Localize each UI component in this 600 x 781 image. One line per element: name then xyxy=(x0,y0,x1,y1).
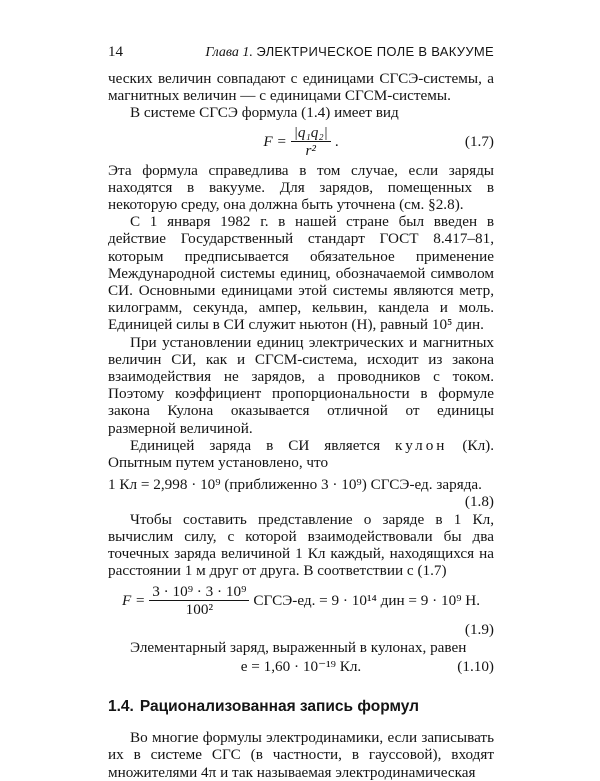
paragraph: Элементарный заряд, выраженный в кулонах, равен xyxy=(130,638,467,656)
equation-tail: . xyxy=(334,133,339,150)
running-header xyxy=(108,44,494,66)
fraction-numerator: 3 · 10⁹ · 3 · 10⁹ xyxy=(149,583,249,601)
fraction-denominator: 100² xyxy=(185,600,213,618)
equation-number: (1.9) xyxy=(464,621,494,639)
chapter-heading xyxy=(205,44,494,61)
equation-lhs: F = xyxy=(263,133,287,150)
page-number: 14 xyxy=(108,44,123,60)
text-run: (Кл). Опытным путем установлено, что xyxy=(108,436,494,472)
paragraph: В системе СГСЭ формула (1.4) имеет вид xyxy=(130,104,399,122)
equation-number: (1.7) xyxy=(464,133,494,150)
equation-1-7 xyxy=(108,122,494,162)
section-heading xyxy=(108,698,494,715)
paragraph xyxy=(108,437,494,471)
equation-body: e = 1,60 · 10⁻¹⁹ Кл. xyxy=(240,658,362,676)
chapter-title: ЭЛЕКТРИЧЕСКОЕ ПОЛЕ В ВАКУУМЕ xyxy=(256,44,494,59)
paragraph: Чтобы составить представление о заряде в 1 Кл, вычислим силу, с которой взаимодействовали бы два точечных заряда величиной 1 Кл каждый, находящихся на расстоянии 1 м друг от друга. В соответствии с (1.7) xyxy=(108,510,494,580)
chapter-label: Глава 1. xyxy=(205,45,253,60)
paragraph: Эта формула справедлива в том случае, если заряды находятся в вакууме. Для зарядов, помещенных в некоторую среду, она должна быть уточнена (см. §2.8). xyxy=(108,161,494,214)
page-body xyxy=(108,70,494,781)
paragraph: Во многие формулы электродинамики, если записывать их в системе СГС (в частности, в гауссовой), входят множителями 4π и так называемая электродинамическая xyxy=(108,729,494,781)
text-run: Единицей заряда в СИ является xyxy=(130,436,381,454)
fraction xyxy=(291,124,331,159)
fraction xyxy=(149,583,249,618)
fraction-denominator: r² xyxy=(305,142,316,160)
equation-lhs: F = xyxy=(121,591,146,609)
equation-body: 1 Кл = 2,998 · 10⁹ (приближенно 3 · 10⁹) СГСЭ-ед. заряда. xyxy=(108,476,482,494)
paragraph: ческих величин совпадают с единицами СГСЭ-системы, а магнитных величин — с единицами СГСМ-системы. xyxy=(108,70,494,105)
section-number: 1.4. xyxy=(108,697,134,715)
section-title: Рационализованная запись формул xyxy=(139,697,420,715)
paragraph: При установлении единиц электрических и магнитных величин СИ, как и СГСМ-система, исходит из закона взаимодействия не зарядов, а проводников с током. Поэтому коэффициент пропорциональности в формуле закона Кулона оказывается отличной от единицы размерной величиной. xyxy=(108,333,494,437)
equation-1-9 xyxy=(108,579,494,621)
equation-1-8 xyxy=(108,476,494,510)
fraction-numerator: |q₁q₂| xyxy=(291,124,331,142)
equation-tail: СГСЭ-ед. = 9 · 10¹⁴ дин = 9 · 10⁹ Н. xyxy=(253,591,481,609)
equation-1-10 xyxy=(108,656,494,678)
paragraph: С 1 января 1982 г. в нашей стране был введен в действие Государственный стандарт ГОСТ 8.417–81, которым предписывается обязательное применение Международной системы единиц, обозначаемой символом СИ. Основными единицами этой системы являются метр, килограмм, секунда, ампер, кельвин, кандела и моль. Единицей силы в СИ служит ньютон (Н), равный 10⁵ дин. xyxy=(108,213,494,334)
equation-number: (1.8) xyxy=(464,493,494,511)
equation-number: (1.10) xyxy=(457,658,494,676)
spaced-term: кулон xyxy=(395,436,448,454)
